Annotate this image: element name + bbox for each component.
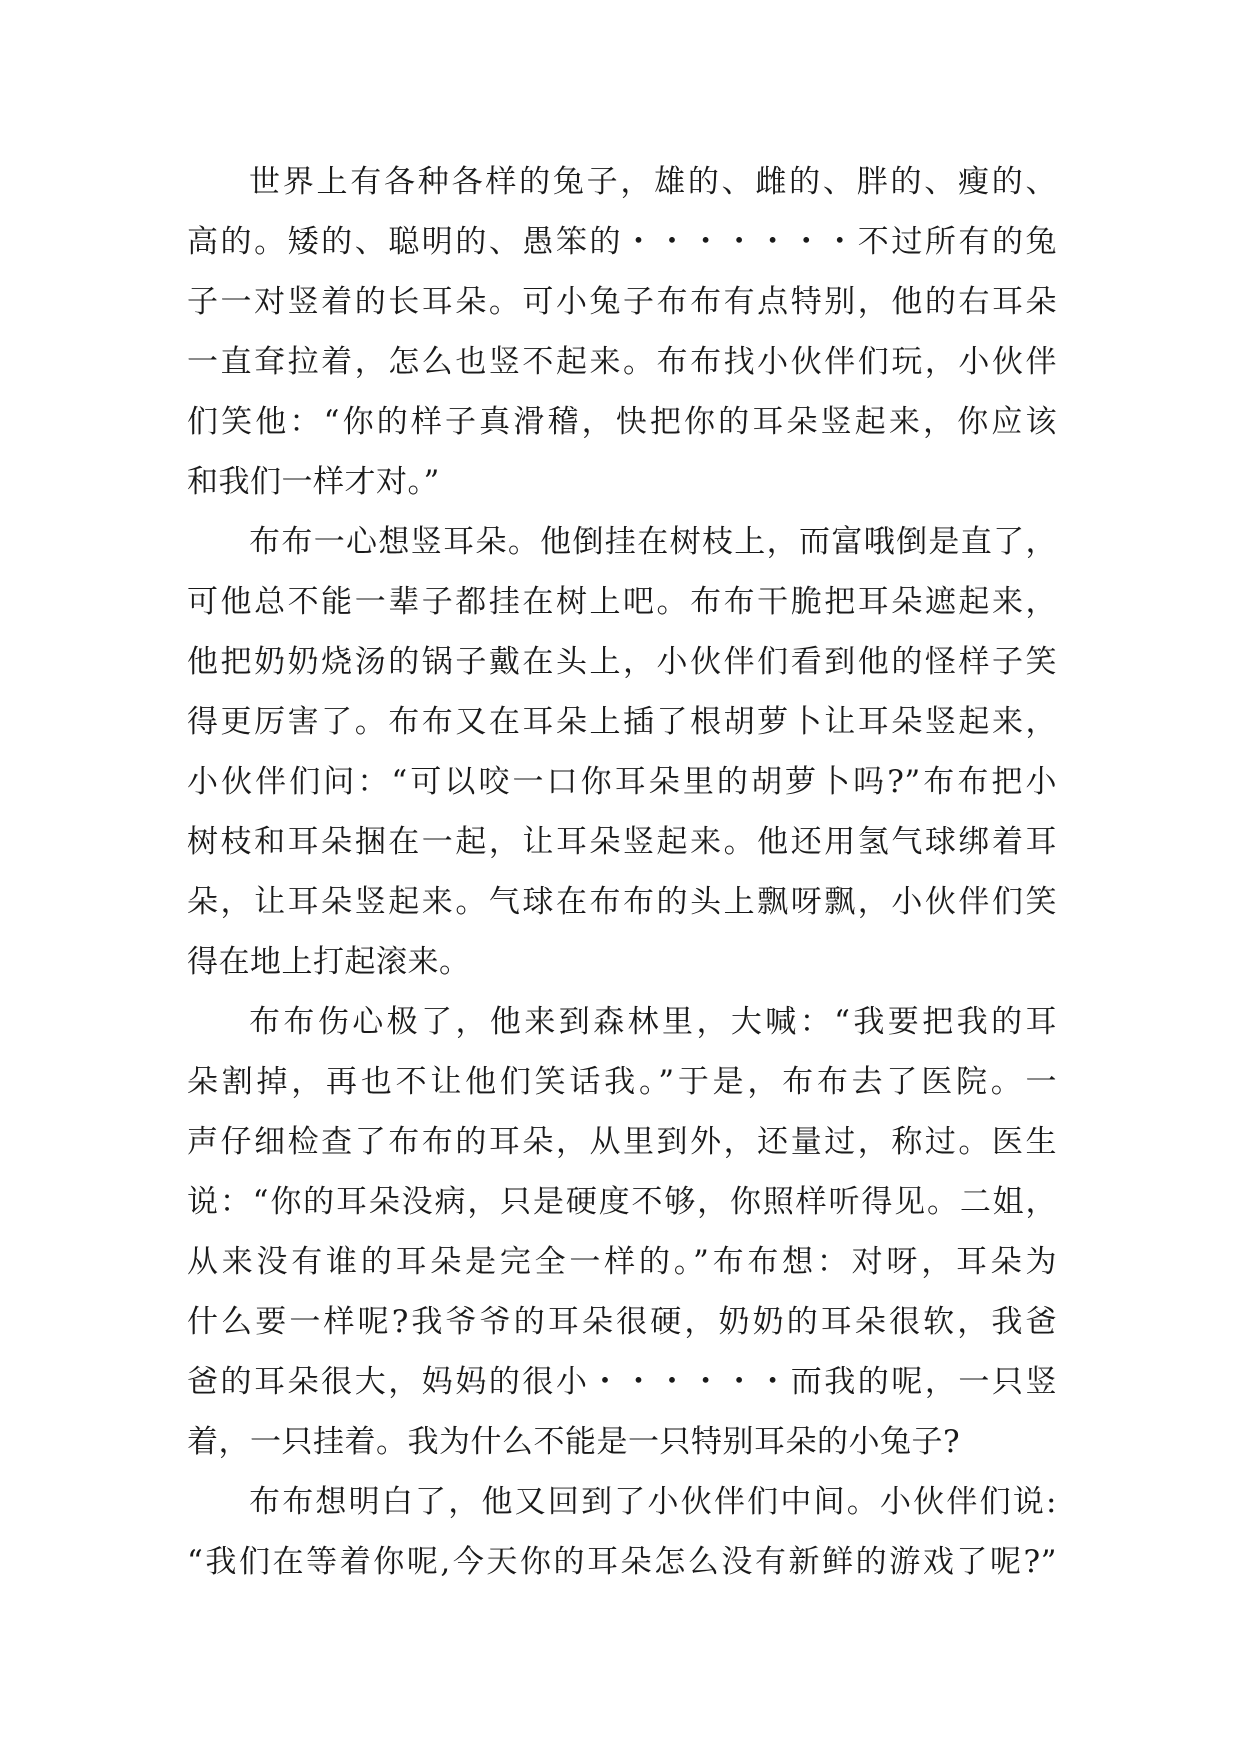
text-line: 小伙伴们问：“可以咬一口你耳朵里的胡萝卜吗?”布布把小 (187, 764, 1057, 800)
paragraph-4 (187, 1472, 1057, 1592)
text-line: 什么要一样呢?我爷爷的耳朵很硬，奶奶的耳朵很软，我爸 (187, 1304, 1057, 1340)
text-line: 子一对竖着的长耳朵。可小兔子布布有点特别，他的右耳朵 (187, 284, 1057, 320)
text-line: 和我们一样才对。” (187, 464, 440, 500)
text-line: 布布一心想竖耳朵。他倒挂在树枝上，而富哦倒是直了， (249, 524, 1057, 560)
text-line: 得在地上打起滚来。 (187, 944, 471, 980)
text-line: 布布伤心极了，他来到森林里，大喊：“我要把我的耳 (249, 1004, 1057, 1040)
text-line: 声仔细检查了布布的耳朵，从里到外，还量过，称过。医生 (187, 1124, 1057, 1160)
text-line: 布布想明白了，他又回到了小伙伴们中间。小伙伴们说: (249, 1484, 1057, 1520)
text-line: 朵，让耳朵竖起来。气球在布布的头上飘呀飘，小伙伴们笑 (187, 884, 1057, 920)
text-line: 爸的耳朵很大，妈妈的很小・・・・・・而我的呢，一只竖 (187, 1364, 1057, 1400)
paragraph-1 (187, 152, 1057, 512)
text-line: “我们在等着你呢,今天你的耳朵怎么没有新鲜的游戏了呢?” (187, 1544, 1057, 1580)
text-line: 们笑他：“你的样子真滑稽，快把你的耳朵竖起来，你应该 (187, 404, 1057, 440)
text-line: 从来没有谁的耳朵是完全一样的。”布布想：对呀，耳朵为 (187, 1244, 1057, 1280)
text-line: 一直耷拉着，怎么也竖不起来。布布找小伙伴们玩，小伙伴 (187, 344, 1057, 380)
text-line: 世界上有各种各样的兔子，雄的、雌的、胖的、瘦的、 (249, 164, 1057, 200)
text-line: 可他总不能一辈子都挂在树上吧。布布干脆把耳朵遮起来， (187, 584, 1057, 620)
paragraph-3 (187, 992, 1057, 1472)
text-line: 说：“你的耳朵没病，只是硬度不够，你照样听得见。二姐， (187, 1184, 1057, 1220)
text-line: 朵割掉，再也不让他们笑话我。”于是，布布去了医院。一 (187, 1064, 1057, 1100)
paragraph-2 (187, 512, 1057, 992)
text-line: 得更厉害了。布布又在耳朵上插了根胡萝卜让耳朵竖起来， (187, 704, 1057, 740)
text-line: 树枝和耳朵捆在一起，让耳朵竖起来。他还用氢气球绑着耳 (187, 824, 1057, 860)
text-line: 高的。矮的、聪明的、愚笨的・・・・・・・不过所有的兔 (187, 224, 1057, 260)
text-line: 着，一只挂着。我为什么不能是一只特别耳朵的小兔子? (187, 1424, 961, 1460)
story-text (187, 152, 1057, 1592)
text-line: 他把奶奶烧汤的锅子戴在头上，小伙伴们看到他的怪样子笑 (187, 644, 1057, 680)
